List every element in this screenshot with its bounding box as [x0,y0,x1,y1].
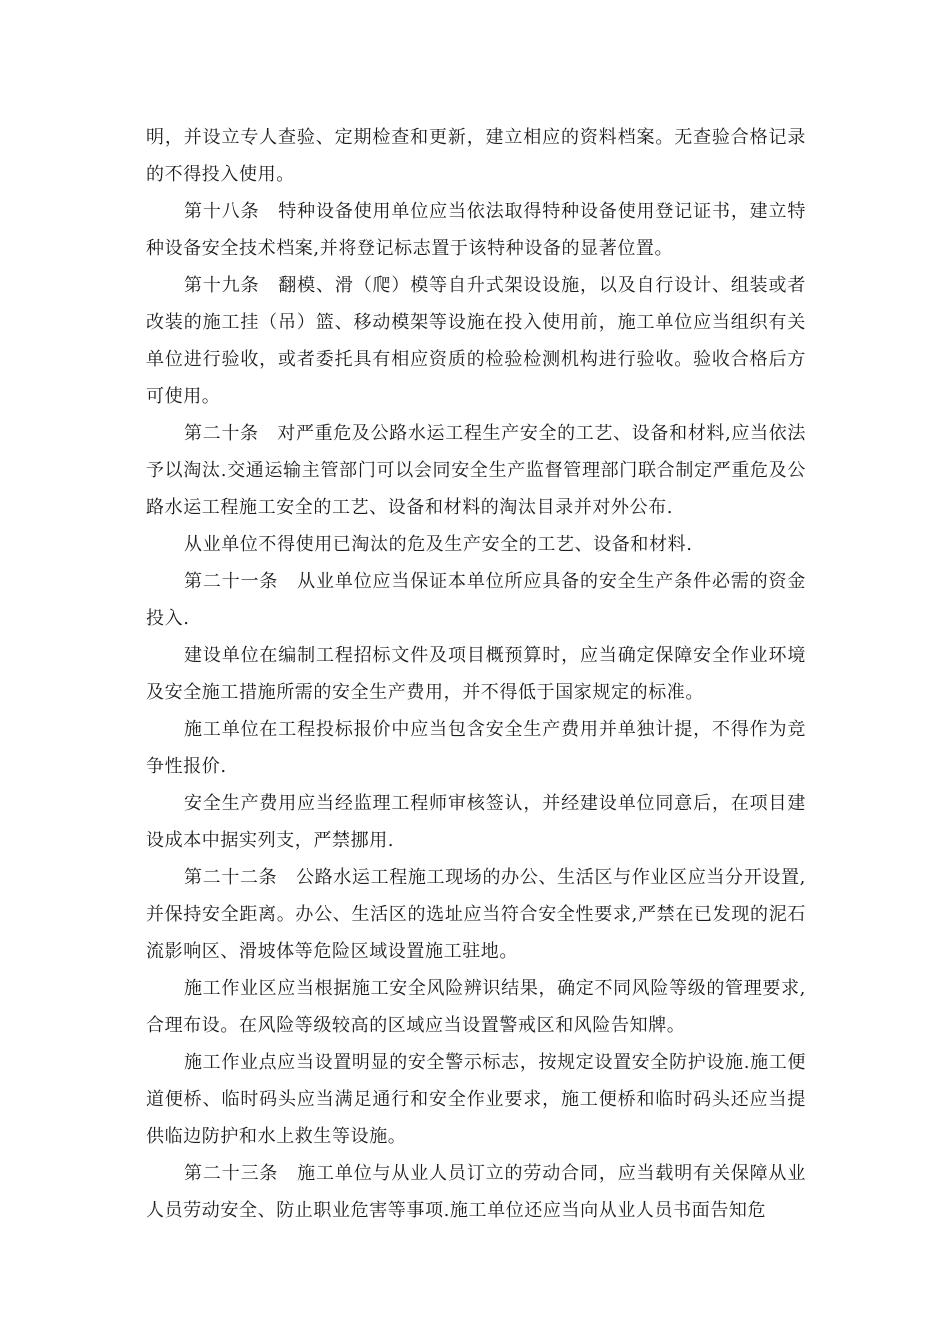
paragraph-article-22-clause-1: 施工作业区应当根据施工安全风险辨识结果，确定不同风险等级的管理要求,合理布设。在风险等级较高的区域应当设置警戒区和风险告知牌。 [146,978,806,1036]
paragraph-article-20-clause: 从业单位不得使用已淘汰的危及生产安全的工艺、设备和材料. [184,534,693,555]
paragraph-article-22: 第二十二条 公路水运工程施工现场的办公、生活区与作业区应当分开设置,并保持安全距离。办公、生活区的选址应当符合安全性要求,严禁在已发现的泥石流影响区、滑坡体等危险区域设置施工驻地。 [146,867,806,962]
paragraph-article-19: 第十九条 翻模、滑（爬）模等自升式架设设施，以及自行设计、组装或者改装的施工挂（吊）篮、移动模架等设施在投入使用前，施工单位应当组织有关单位进行验收，或者委托具有相应资质的检验检测机构进行验收。验收合格后方可使用。 [146,275,806,407]
paragraph-article-20: 第二十条 对严重危及公路水运工程生产安全的工艺、设备和材料,应当依法予以淘汰.交通运输主管部门可以会同安全生产监督管理部门联合制定严重危及公路水运工程施工安全的工艺、设备和材料的淘汰目录并对外公布. [146,423,806,518]
document-body [146,119,806,1229]
paragraph-article-22-clause-2: 施工作业点应当设置明显的安全警示标志，按规定设置安全防护设施.施工便道便桥、临时码头应当满足通行和安全作业要求，施工便桥和临时码头还应当提供临边防护和水上救生等设施。 [146,1052,806,1147]
paragraph-continuation: 明，并设立专人查验、定期检查和更新，建立相应的资料档案。无查验合格记录的不得投入使用。 [146,127,806,185]
paragraph-article-23: 第二十三条 施工单位与从业人员订立的劳动合同，应当载明有关保障从业人员劳动安全、防止职业危害等事项.施工单位还应当向从业人员书面告知危 [146,1163,806,1221]
paragraph-article-21-clause-3: 安全生产费用应当经监理工程师审核签认，并经建设单位同意后，在项目建设成本中据实列支，严禁挪用. [146,793,806,851]
paragraph-article-21-clause-1: 建设单位在编制工程招标文件及项目概预算时，应当确定保障安全作业环境及安全施工措施所需的安全生产费用，并不得低于国家规定的标准。 [146,645,806,703]
paragraph-article-21: 第二十一条 从业单位应当保证本单位所应具备的安全生产条件必需的资金投入. [146,571,806,629]
paragraph-article-18: 第十八条 特种设备使用单位应当依法取得特种设备使用登记证书，建立特种设备安全技术档案,并将登记标志置于该特种设备的显著位置。 [146,201,806,259]
paragraph-article-21-clause-2: 施工单位在工程投标报价中应当包含安全生产费用并单独计提，不得作为竞争性报价. [146,719,806,777]
